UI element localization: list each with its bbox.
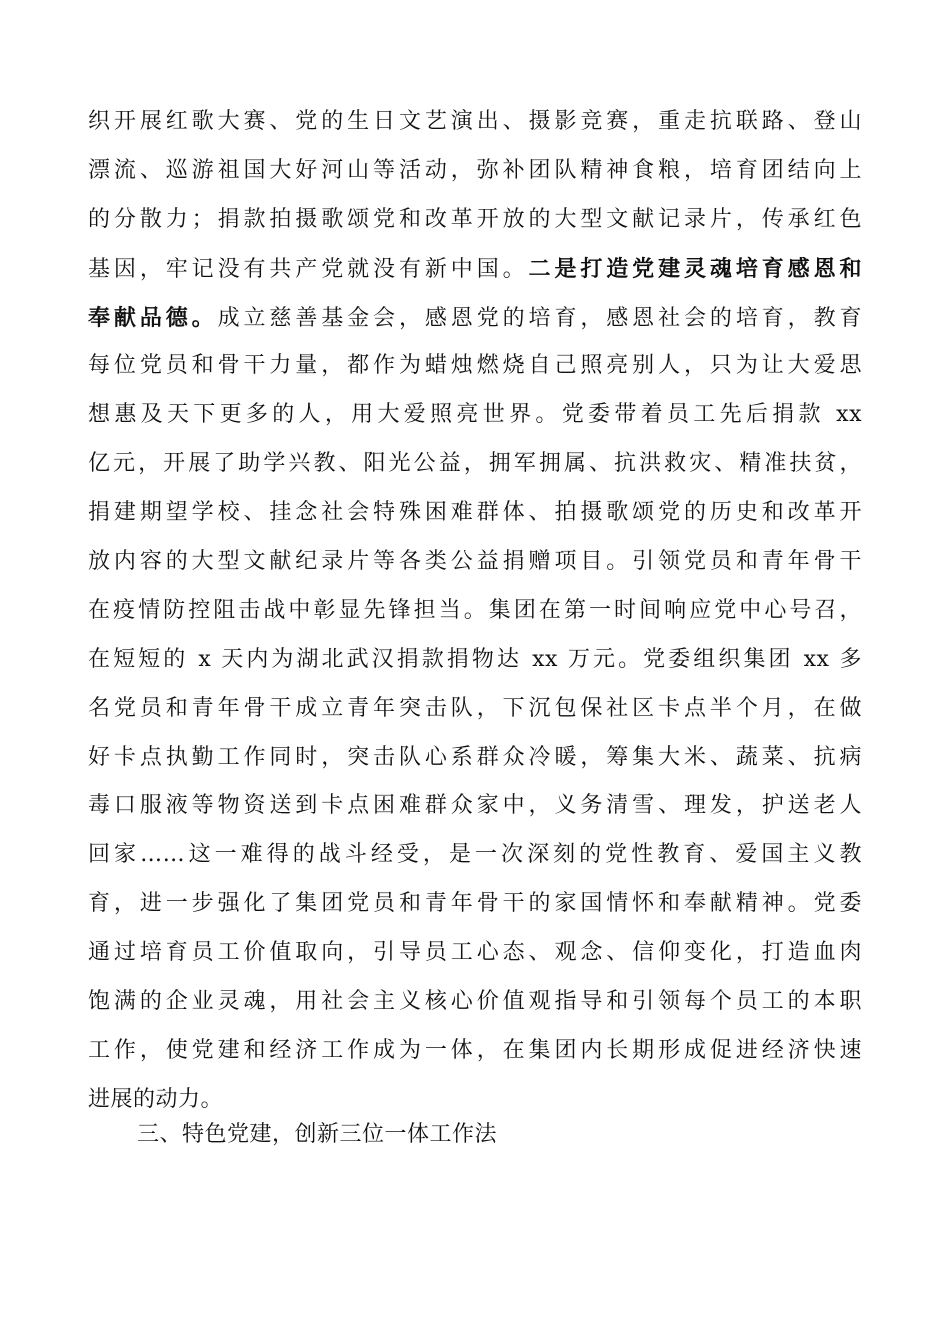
bold-subheading: 二是打造党建灵魂培育感恩和	[528, 255, 862, 282]
line-segment: 成立慈善基金会，感恩党的培育，感恩社会的培育，教育	[217, 305, 862, 331]
text-line	[88, 245, 862, 294]
text-line: 名党员和青年骨干成立青年突击队，下沉包保社区卡点半个月，在做	[88, 695, 862, 721]
text-line: 回家……这一难得的战斗经受，是一次深刻的党性教育、爱国主义教	[88, 842, 862, 868]
text-line: 亿元，开展了助学兴教、阳光公益，拥军拥属、抗洪救灾、精准扶贫，	[88, 451, 862, 477]
text-line: 的分散力；捐款拍摄歌颂党和改革开放的大型文献记录片，传承红色	[88, 206, 862, 232]
text-line: 好卡点执勤工作同时，突击队心系群众冷暖，筹集大米、蔬菜、抗病	[88, 744, 862, 770]
body-paragraph	[88, 98, 862, 1125]
text-line: 工作，使党建和经济工作成为一体，在集团内长期形成促进经济快速	[88, 1037, 862, 1063]
text-line: 每位党员和骨干力量，都作为蜡烛燃烧自己照亮别人，只为让大爱思	[88, 353, 862, 379]
text-line: 捐建期望学校、挂念社会特殊困难群体、拍摄歌颂党的历史和改革开	[88, 500, 862, 526]
text-line: 织开展红歌大赛、党的生日文艺演出、摄影竞赛，重走抗联路、登山	[88, 109, 862, 134]
text-line: 想惠及天下更多的人，用大爱照亮世界。党委带着员工先后捐款 xx	[88, 402, 862, 428]
text-line: 在疫情防控阻击战中彰显先锋担当。集团在第一时间响应党中心号召，	[88, 597, 862, 623]
text-line: 进展的动力。	[88, 1086, 224, 1112]
text-line: 漂流、巡游祖国大好河山等活动，弥补团队精神食粮，培育团结向上	[88, 157, 862, 183]
section-heading: 三、特色党建，创新三位一体工作法	[137, 1122, 498, 1147]
line-segment: 基因，牢记没有共产党就没有新中国。	[88, 256, 529, 282]
text-line: 饱满的企业灵魂，用社会主义核心价值观指导和引领每个员工的本职	[88, 989, 862, 1015]
text-line: 放内容的大型文献纪录片等各类公益捐赠项目。引领党员和青年骨干	[88, 549, 862, 575]
text-line: 在短短的 x 天内为湖北武汉捐款捐物达 xx 万元。党委组织集团 xx 多	[88, 646, 862, 672]
text-line	[88, 294, 862, 343]
bold-subheading: 奉献品德。	[88, 304, 218, 331]
text-line: 毒口服液等物资送到卡点困难群众家中，义务清雪、理发，护送老人	[88, 793, 862, 819]
text-line: 通过培育员工价值取向，引导员工心态、观念、信仰变化，打造血肉	[88, 940, 862, 966]
text-line: 育，进一步强化了集团党员和青年骨干的家国情怀和奉献精神。党委	[88, 891, 862, 917]
